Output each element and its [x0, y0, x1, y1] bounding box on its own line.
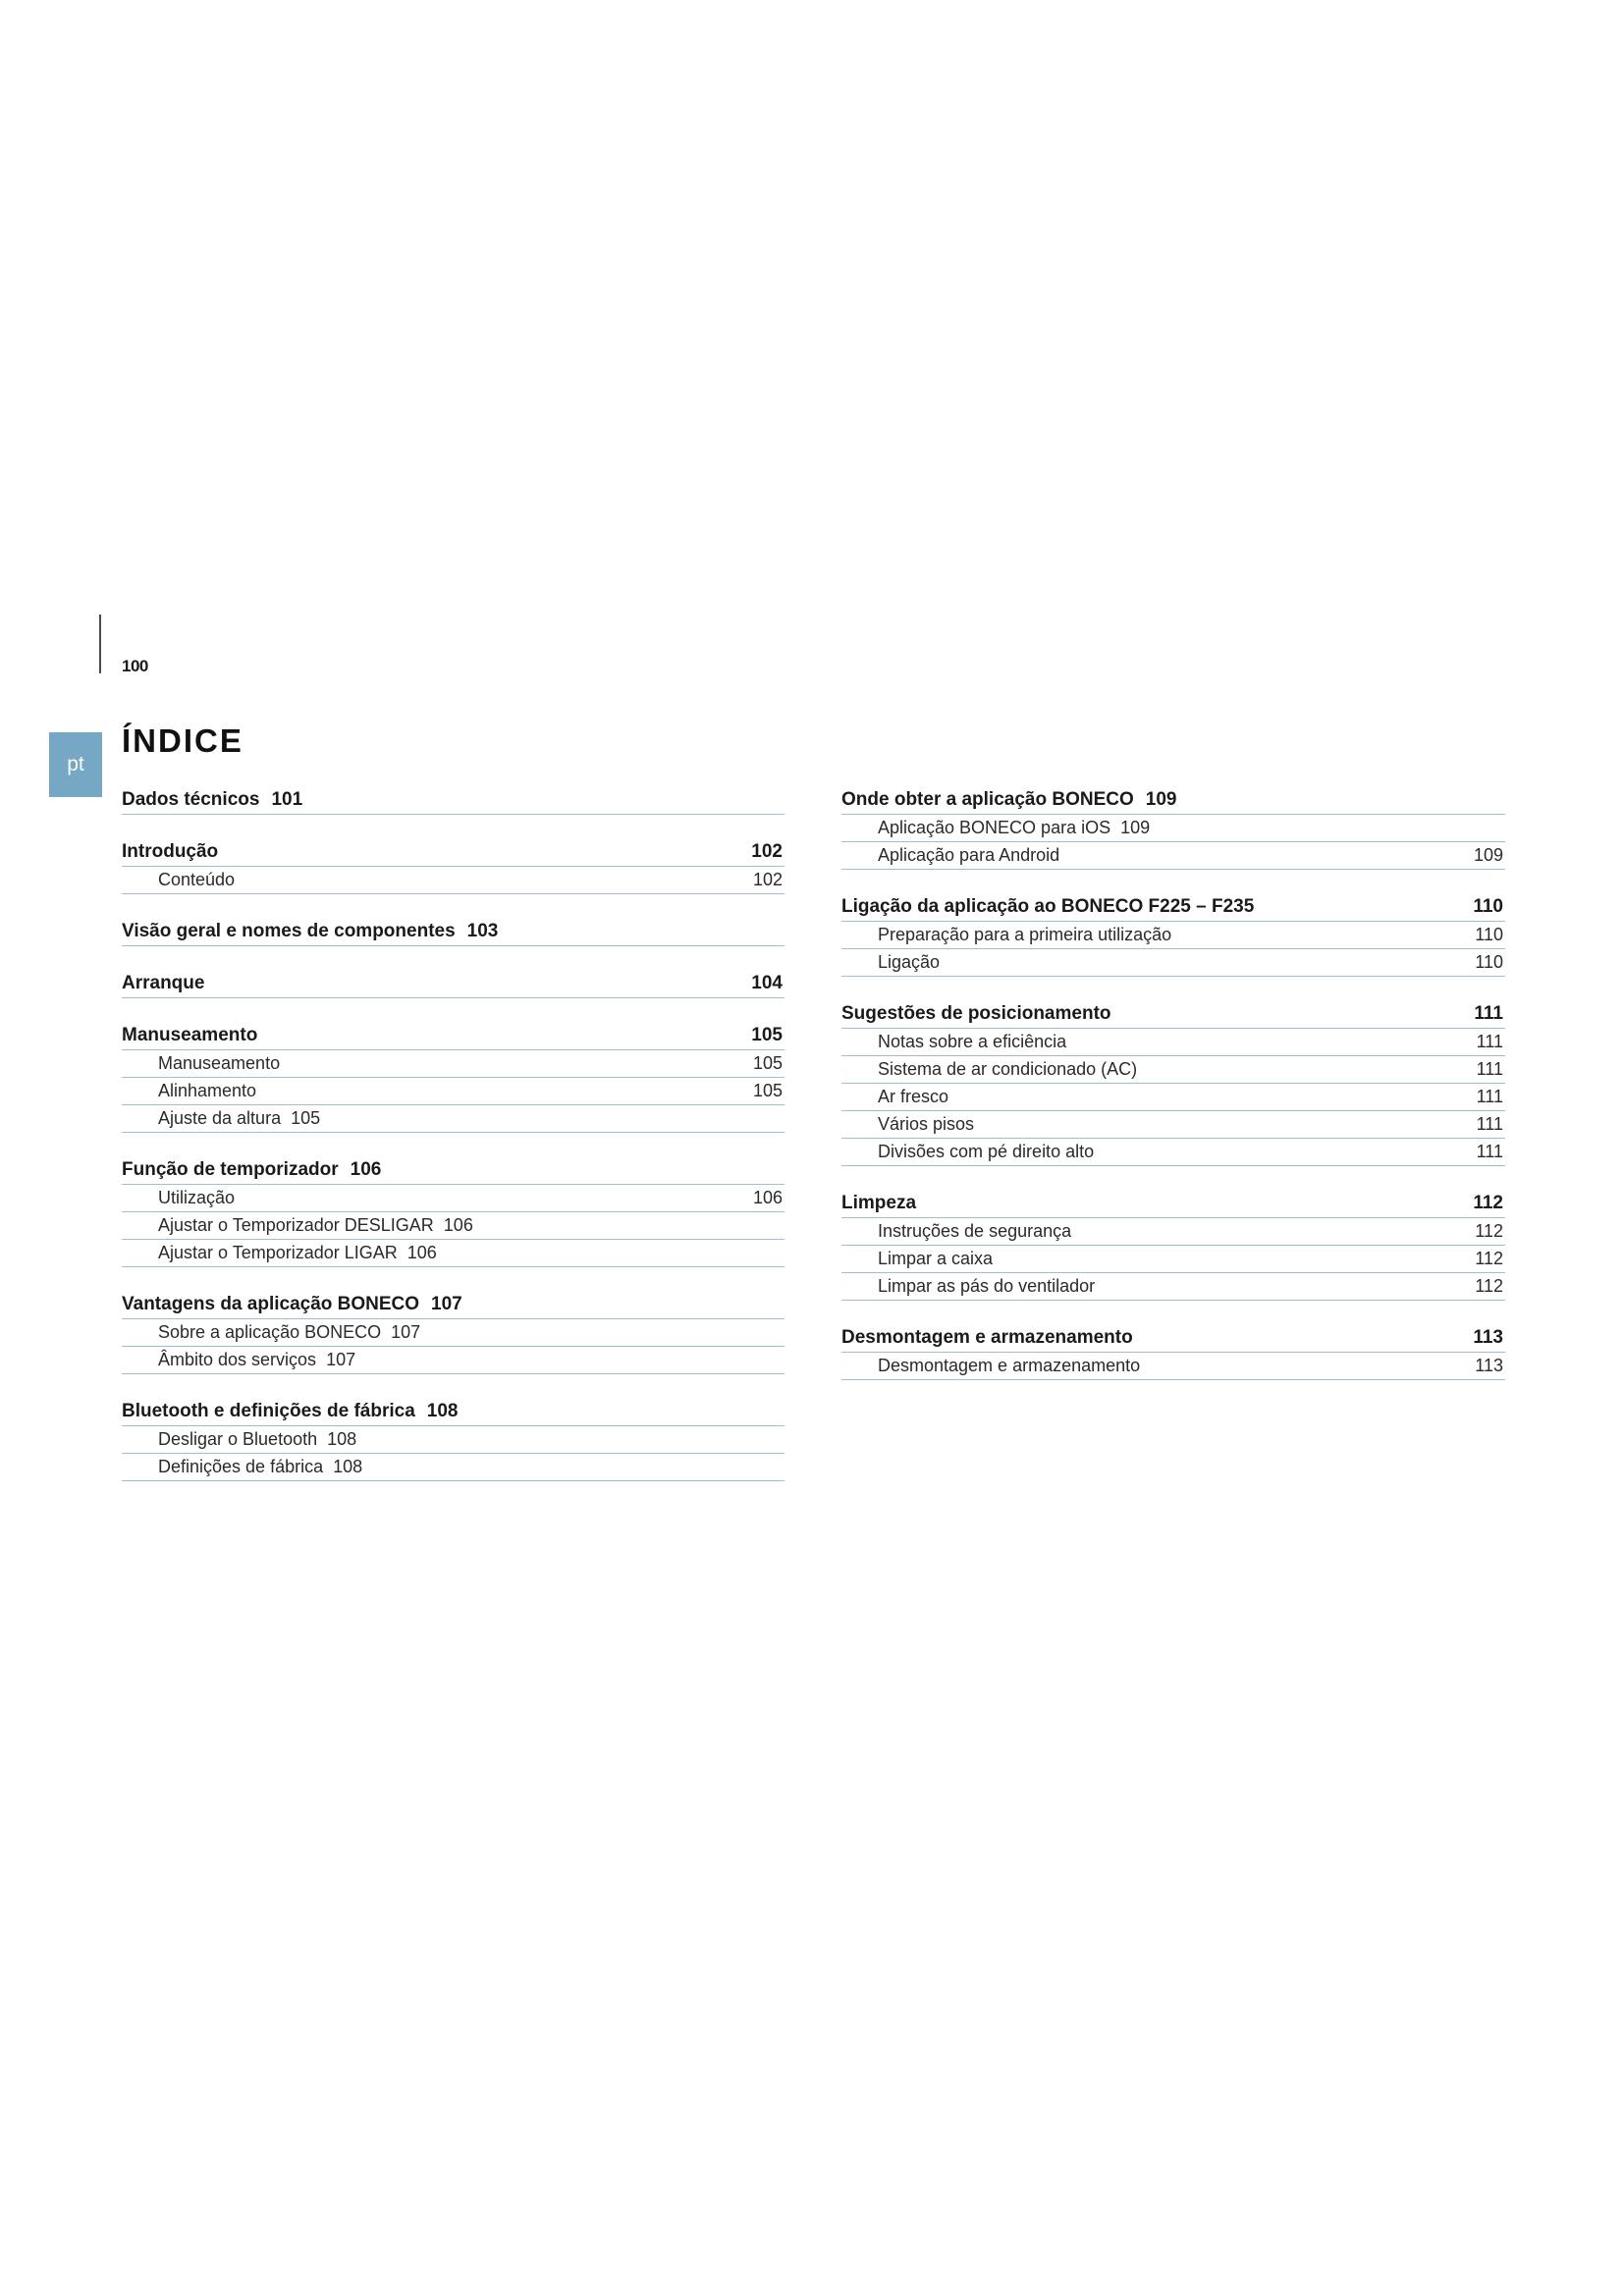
toc-section — [122, 917, 785, 946]
toc-entry-label: Desmontagem e armazenamento — [878, 1356, 1141, 1375]
toc-entry-desligar-o-bluetooth[interactable] — [122, 1426, 785, 1454]
toc-entry-page: 108 — [333, 1457, 363, 1476]
toc-entry-label: Instruções de segurança — [878, 1221, 1072, 1241]
toc-entry-page: 105 — [752, 1081, 783, 1100]
toc-section — [122, 1021, 785, 1133]
toc-heading-label: Vantagens da aplicação BONECO 107 — [122, 1294, 462, 1314]
toc-entry-page: 108 — [327, 1429, 357, 1449]
toc-entry-page: 111 — [1476, 1142, 1503, 1161]
toc-entry-label: Vários pisos — [878, 1114, 975, 1134]
toc-entry-sistema-de-ar-condicionado-ac[interactable] — [841, 1056, 1505, 1084]
toc-heading-label: Desmontagem e armazenamento — [841, 1327, 1133, 1348]
toc-entry-notas-sobre-a-eficiencia[interactable] — [841, 1029, 1505, 1056]
toc-entry-label: Limpar as pás do ventilador — [878, 1276, 1096, 1296]
toc-section — [841, 785, 1505, 870]
toc-section — [122, 837, 785, 894]
toc-entry-label: Alinhamento — [158, 1081, 257, 1100]
toc-section — [841, 892, 1505, 977]
toc-heading-page: 104 — [751, 973, 783, 993]
toc-entry-label: Utilização — [158, 1188, 236, 1207]
toc-heading-label: Função de temporizador 106 — [122, 1159, 382, 1180]
toc-heading-page: 103 — [466, 921, 499, 941]
toc-heading-label: Manuseamento — [122, 1025, 258, 1045]
toc-heading-label: Visão geral e nomes de componentes 103 — [122, 921, 499, 941]
toc-heading-page: 110 — [1473, 896, 1503, 917]
toc-entry-label: Manuseamento — [158, 1053, 281, 1073]
toc-heading-visao-geral-e-nomes-de-componentes[interactable] — [122, 917, 785, 946]
toc-heading-page: 102 — [751, 841, 783, 862]
toc-entry-label: Sistema de ar condicionado (AC) — [878, 1059, 1138, 1079]
page-number: 100 — [122, 657, 148, 675]
toc-entry-page: 105 — [752, 1053, 783, 1073]
toc-entry-varios-pisos[interactable] — [841, 1111, 1505, 1139]
toc-heading-arranque[interactable] — [122, 969, 785, 998]
toc-entry-utilizacao[interactable] — [122, 1185, 785, 1212]
toc-entry-label: Desligar o Bluetooth 108 — [158, 1429, 357, 1449]
toc-entry-page: 102 — [752, 870, 783, 889]
toc-heading-dados-tecnicos[interactable] — [122, 785, 785, 815]
toc-heading-page: 108 — [426, 1401, 459, 1421]
toc-left-column — [122, 785, 785, 1504]
toc-heading-page: 112 — [1473, 1193, 1503, 1213]
toc-heading-onde-obter-a-aplicacao-boneco[interactable] — [841, 785, 1505, 815]
toc-entry-ajustar-o-temporizador-desligar[interactable] — [122, 1212, 785, 1240]
toc-entry-page: 110 — [1475, 952, 1503, 972]
toc-heading-label: Bluetooth e definições de fábrica 108 — [122, 1401, 459, 1421]
toc-entry-instrucoes-de-seguranca[interactable] — [841, 1218, 1505, 1246]
margin-rule — [99, 614, 101, 673]
toc-heading-funcao-de-temporizador[interactable] — [122, 1155, 785, 1185]
toc-entry-definicoes-de-fabrica[interactable] — [122, 1454, 785, 1481]
toc-entry-alinhamento[interactable] — [122, 1078, 785, 1105]
toc-entry-limpar-as-pas-do-ventilador[interactable] — [841, 1273, 1505, 1301]
toc-entry-page: 112 — [1475, 1221, 1503, 1241]
toc-heading-page: 107 — [431, 1294, 462, 1314]
toc-entry-label: Ligação — [878, 952, 941, 972]
toc-section — [841, 1323, 1505, 1380]
toc-entry-label: Aplicação BONECO para iOS 109 — [878, 818, 1151, 837]
toc-entry-page: 109 — [1473, 845, 1503, 865]
toc-heading-desmontagem-e-armazenamento[interactable] — [841, 1323, 1505, 1353]
toc-entry-ligacao[interactable] — [841, 949, 1505, 977]
toc-heading-label: Sugestões de posicionamento — [841, 1003, 1111, 1024]
toc-heading-label: Dados técnicos 101 — [122, 789, 303, 810]
toc-section — [122, 1397, 785, 1481]
toc-entry-page: 106 — [443, 1215, 473, 1235]
toc-entry-label: Conteúdo — [158, 870, 236, 889]
toc-heading-label: Arranque — [122, 973, 205, 993]
page-title: ÍNDICE — [122, 722, 244, 759]
toc-section — [122, 1155, 785, 1267]
toc-entry-label: Notas sobre a eficiência — [878, 1032, 1067, 1051]
language-tab: pt — [49, 732, 102, 797]
toc-entry-page: 111 — [1476, 1059, 1503, 1079]
toc-entry-label: Aplicação para Android — [878, 845, 1060, 865]
toc-heading-label: Introdução — [122, 841, 219, 862]
toc-heading-label: Ligação da aplicação ao BONECO F225 – F235 — [841, 896, 1255, 917]
toc-entry-limpar-a-caixa[interactable] — [841, 1246, 1505, 1273]
toc-entry-page: 105 — [291, 1108, 321, 1128]
toc-entry-page: 107 — [391, 1322, 421, 1342]
toc-entry-page: 111 — [1476, 1114, 1503, 1134]
toc-section — [122, 1290, 785, 1374]
toc-heading-page: 111 — [1474, 1003, 1503, 1024]
toc-section — [122, 785, 785, 815]
toc-entry-sobre-a-aplicacao-boneco[interactable] — [122, 1319, 785, 1347]
toc-entry-page: 111 — [1476, 1032, 1503, 1051]
toc-entry-desmontagem-e-armazenamento[interactable] — [841, 1353, 1505, 1380]
toc-entry-label: Ar fresco — [878, 1087, 949, 1106]
toc-heading-bluetooth-e-definicoes-de-fabrica[interactable] — [122, 1397, 785, 1426]
toc-entry-label: Definições de fábrica 108 — [158, 1457, 363, 1476]
toc-heading-vantagens-da-aplicacao-boneco[interactable] — [122, 1290, 785, 1319]
toc-entry-label: Divisões com pé direito alto — [878, 1142, 1095, 1161]
toc-entry-page: 111 — [1476, 1087, 1503, 1106]
toc-entry-page: 106 — [752, 1188, 783, 1207]
toc-entry-page: 107 — [326, 1350, 356, 1369]
toc-heading-page: 106 — [350, 1159, 382, 1180]
toc-entry-label: Ajuste da altura 105 — [158, 1108, 321, 1128]
toc-entry-label: Limpar a caixa — [878, 1249, 994, 1268]
toc-entry-ajustar-o-temporizador-ligar[interactable] — [122, 1240, 785, 1267]
toc-entry-ambito-dos-servicos[interactable] — [122, 1347, 785, 1374]
toc-entry-divisoes-com-pe-direito-alto[interactable] — [841, 1139, 1505, 1166]
toc-entry-label: Preparação para a primeira utilização — [878, 925, 1172, 944]
toc-heading-limpeza[interactable] — [841, 1189, 1505, 1218]
toc-entry-manuseamento[interactable] — [122, 1050, 785, 1078]
toc-section — [841, 999, 1505, 1166]
toc-entry-ajuste-da-altura[interactable] — [122, 1105, 785, 1133]
toc-entry-aplicacao-boneco-para-ios[interactable] — [841, 815, 1505, 842]
toc-entry-label: Ajustar o Temporizador DESLIGAR 106 — [158, 1215, 473, 1235]
toc-entry-label: Sobre a aplicação BONECO 107 — [158, 1322, 421, 1342]
toc-entry-page: 112 — [1475, 1276, 1503, 1296]
toc-entry-page: 106 — [406, 1243, 437, 1262]
toc-heading-page: 109 — [1145, 789, 1177, 810]
toc-entry-conteudo[interactable] — [122, 867, 785, 894]
toc-heading-page: 105 — [751, 1025, 783, 1045]
toc-section — [841, 1189, 1505, 1301]
toc-entry-page: 110 — [1475, 925, 1503, 944]
toc-heading-label: Limpeza — [841, 1193, 917, 1213]
toc-heading-page: 113 — [1473, 1327, 1503, 1348]
toc-entry-preparacao-para-a-primeira-utilizacao[interactable] — [841, 922, 1505, 949]
toc-right-column — [841, 785, 1505, 1403]
toc-entry-label: Âmbito dos serviços 107 — [158, 1350, 356, 1369]
toc-heading-page: 101 — [271, 789, 303, 810]
toc-heading-manuseamento[interactable] — [122, 1021, 785, 1050]
toc-section — [122, 969, 785, 998]
toc-entry-page: 109 — [1120, 818, 1151, 837]
toc-heading-sugestoes-de-posicionamento[interactable] — [841, 999, 1505, 1029]
toc-entry-label: Ajustar o Temporizador LIGAR 106 — [158, 1243, 437, 1262]
toc-heading-introducao[interactable] — [122, 837, 785, 867]
toc-heading-ligacao-da-aplicacao-ao-boneco-f225-f235[interactable] — [841, 892, 1505, 922]
toc-heading-label: Onde obter a aplicação BONECO 109 — [841, 789, 1177, 810]
toc-entry-ar-fresco[interactable] — [841, 1084, 1505, 1111]
toc-entry-page: 112 — [1475, 1249, 1503, 1268]
toc-entry-aplicacao-para-android[interactable] — [841, 842, 1505, 870]
toc-entry-page: 113 — [1475, 1356, 1503, 1375]
